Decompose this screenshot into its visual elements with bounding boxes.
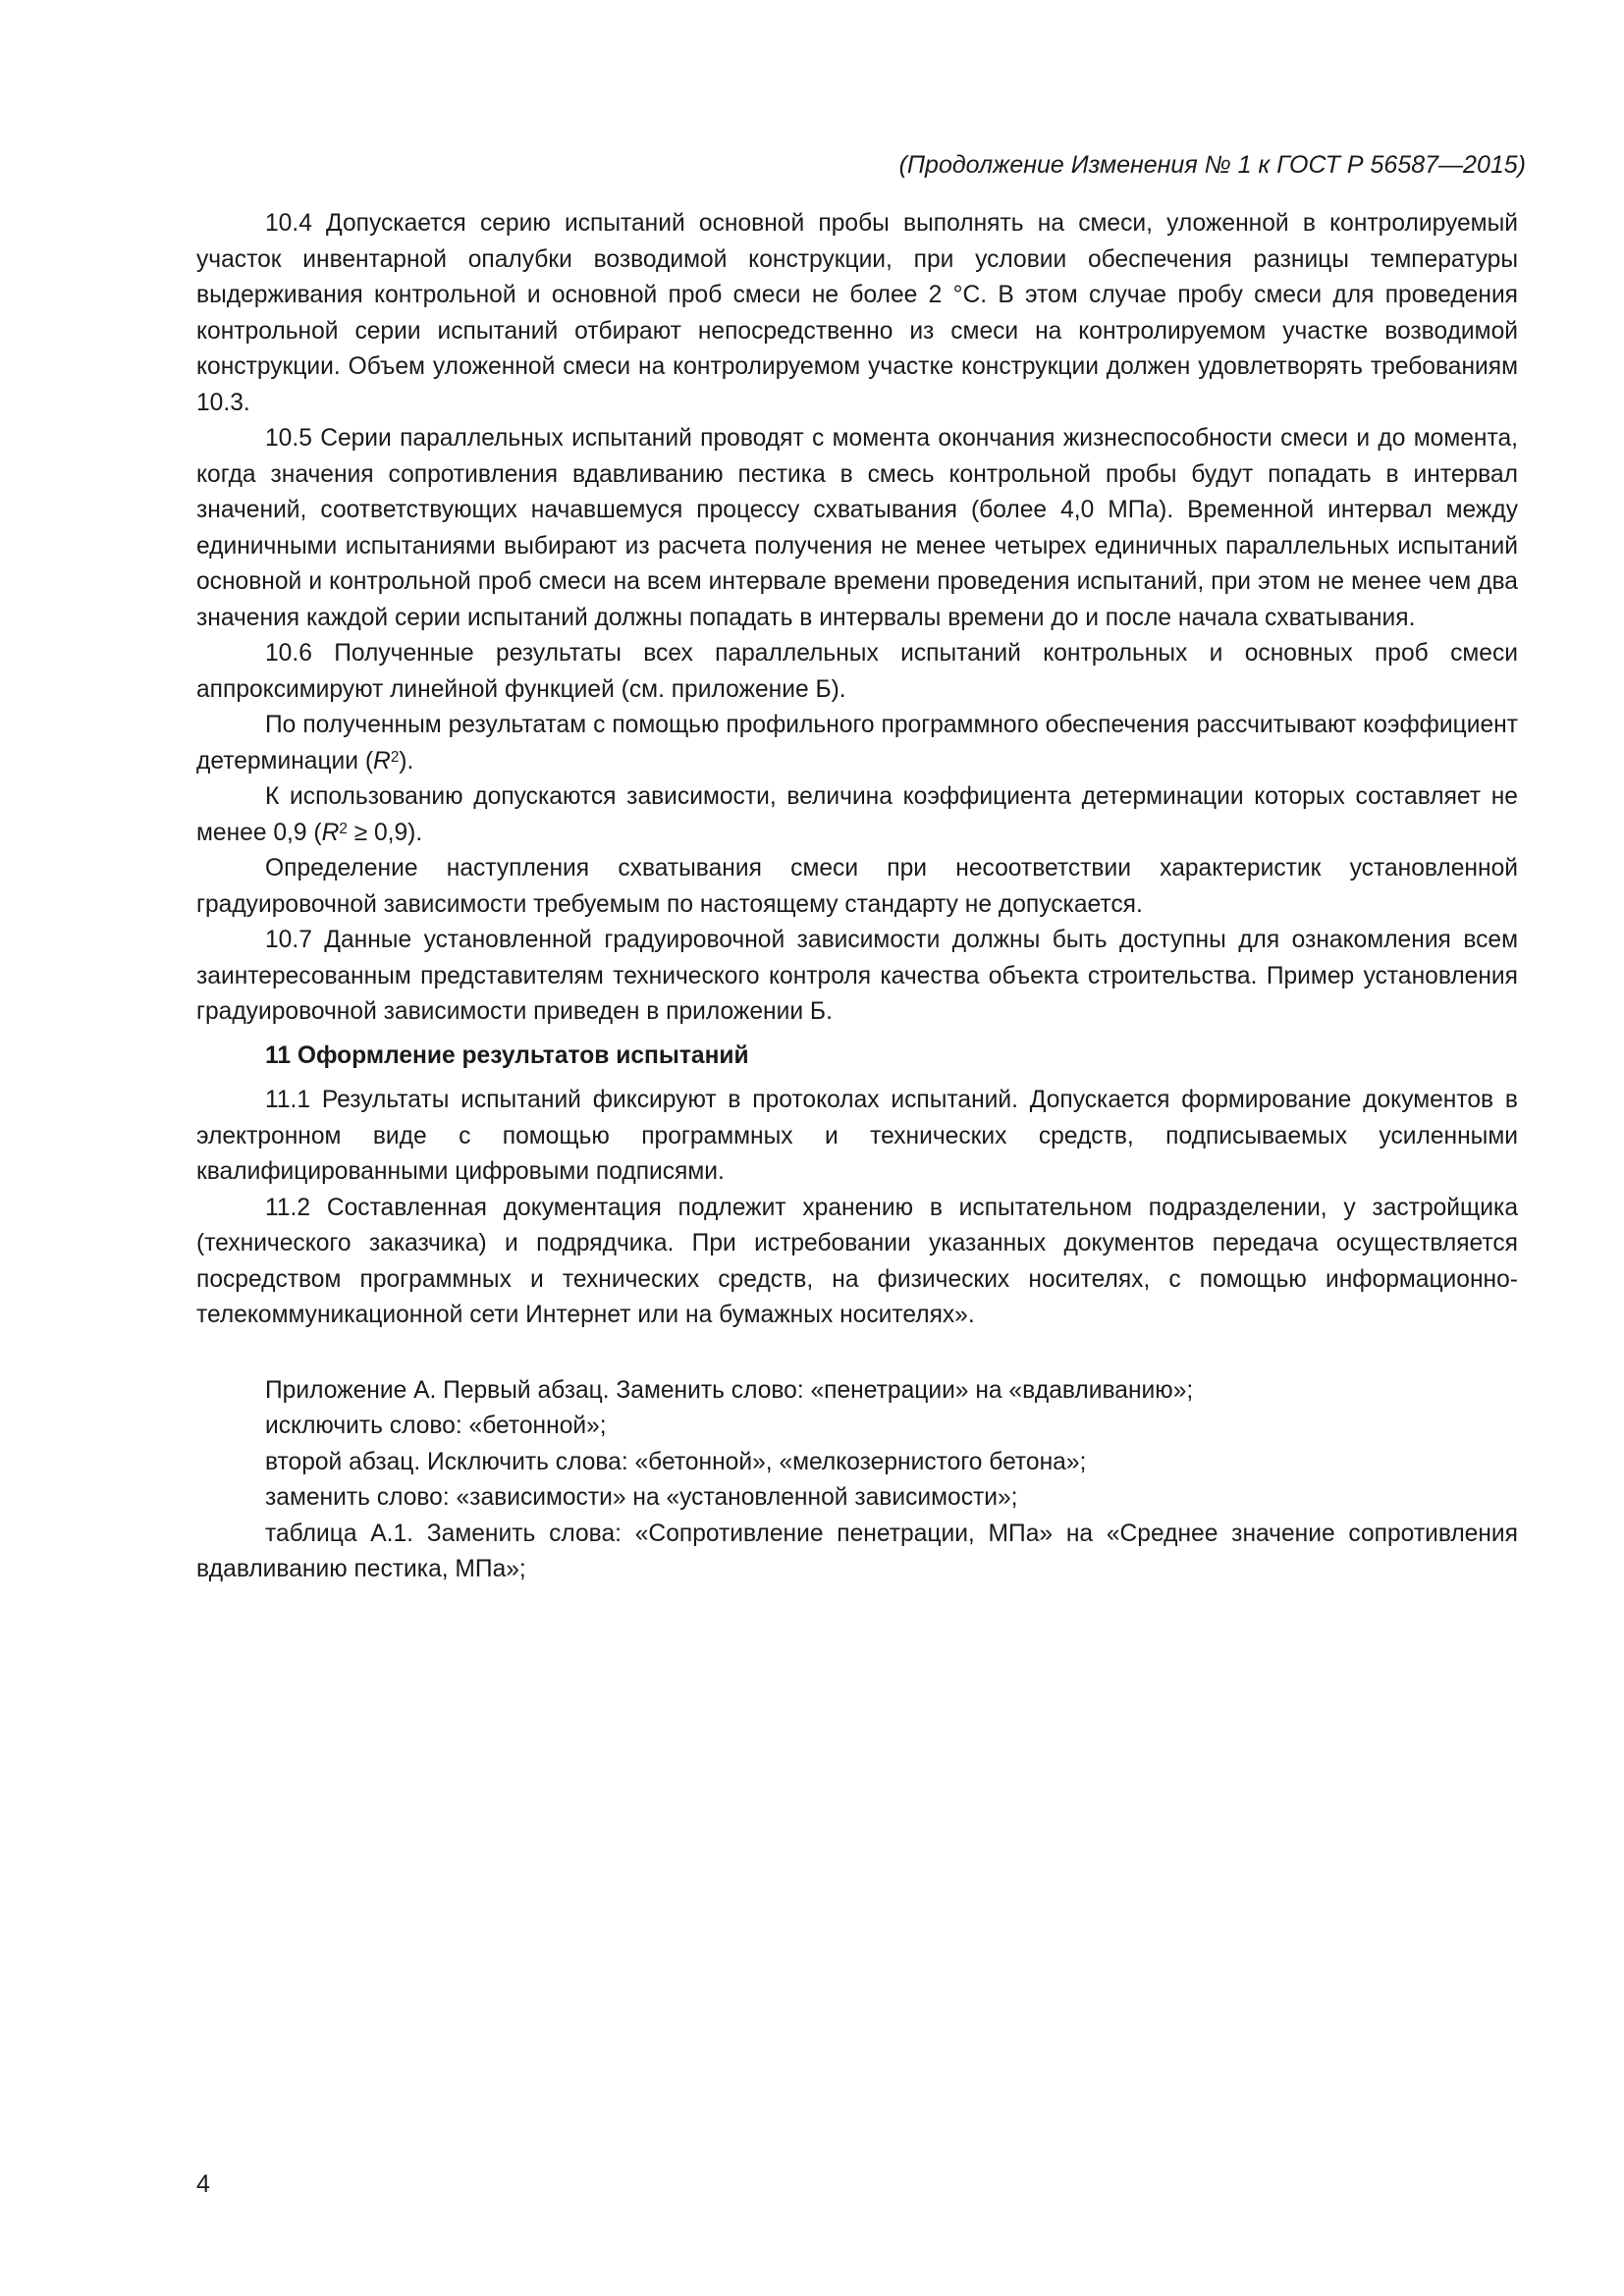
allowed-superscript: 2 [339, 820, 348, 837]
determination-superscript: 2 [390, 748, 400, 766]
paragraph-determination-coefficient [196, 708, 1518, 779]
appendix-a-line-1: Приложение А. Первый абзац. Заменить слово: «пенетрации» на «вдавливанию»; [265, 1376, 1194, 1404]
page-number: 4 [196, 2170, 210, 2198]
paragraph-allowed-dependencies [196, 779, 1518, 851]
determination-text-after: ). [399, 747, 414, 774]
paragraph-10-5: 10.5 Серии параллельных испытаний проводят с момента окончания жизнеспособности смеси и до момента, когда значения сопротивления вдавливанию пестика в смесь контрольной пробы будут попадать в интервал значений, соответствующих начавшемуся процессу схватывания (более 4,0 МПа). Временной интервал между единичными испытаниями выбирают из расчета получения не менее четырех единичных параллельных испытаний основной и контрольной проб смеси на всем интервале времени проведения испытаний, при этом не менее чем два значения каждой серии испытаний должны попадать в интервалы времени до и после начала схватывания. [196, 425, 1518, 631]
paragraph-10-7: 10.7 Данные установленной градуировочной зависимости должны быть доступны для ознакомления всем заинтересованным представителям технического контроля качества объекта строительства. Пример установления градуировочной зависимости приведен в приложении Б. [196, 927, 1518, 1025]
appendix-a-line-3: второй абзац. Исключить слова: «бетонной», «мелкозернистого бетона»; [265, 1448, 1087, 1475]
determination-symbol: R [373, 747, 391, 774]
determination-text-before: По полученным результатам с помощью профильного программного обеспечения рассчитывают коэффициент детерминации ( [196, 712, 1518, 774]
paragraph-not-allowed: Определение наступления схватывания смеси при несоответствии характеристик установленной градуировочной зависимости требуемым по настоящему стандарту не допускается. [196, 855, 1518, 918]
paragraph-10-4: 10.4 Допускается серию испытаний основной пробы выполнять на смеси, уложенной в контролируемый участок инвентарной опалубки возводимой конструкции, при условии обеспечения разницы температуры выдерживания контрольной и основной проб смеси не более 2 °С. В этом случае пробу смеси для проведения контрольной серии испытаний отбирают непосредственно из смеси на контролируемом участке возводимой конструкции. Объем уложенной смеси на контролируемом участке конструкции должен удовлетворять требованиям 10.3. [196, 210, 1518, 416]
paragraph-10-6: 10.6 Полученные результаты всех параллельных испытаний контрольных и основных проб смеси аппроксимируют линейной функцией (см. приложение Б). [196, 640, 1518, 703]
document-body [196, 206, 1518, 1588]
paragraph-11-1: 11.1 Результаты испытаний фиксируют в протоколах испытаний. Допускается формирование документов в электронном виде с помощью программных и технических средств, подписываемых усиленными квалифицированными цифровыми подписями. [196, 1087, 1518, 1185]
paragraph-11-2: 11.2 Составленная документация подлежит хранению в испытательном подразделении, у застройщика (технического заказчика) и подрядчика. При истребовании указанных документов передача осуществляется посредством программных и технических средств, на физических носителях, с помощью информационно-телекоммуникационной сети Интернет или на бумажных носителях». [196, 1194, 1518, 1328]
allowed-text-before: К использованию допускаются зависимости, величина коэффициента детерминации которых составляет не менее 0,9 ( [196, 783, 1518, 846]
running-header: (Продолжение Изменения № 1 к ГОСТ Р 56587—2015) [898, 151, 1526, 179]
section-11-heading: 11 Оформление результатов испытаний [265, 1041, 749, 1069]
allowed-symbol: R [321, 819, 340, 846]
appendix-a-line-4: заменить слово: «зависимости» на «установленной зависимости»; [265, 1484, 1018, 1511]
appendix-a-line-2: исключить слово: «бетонной»; [265, 1413, 607, 1439]
appendix-a-line-5: таблица А.1. Заменить слова: «Сопротивление пенетрации, МПа» на «Среднее значение сопротивления вдавливанию пестика, МПа»; [196, 1520, 1518, 1582]
allowed-text-after: ≥ 0,9). [347, 819, 423, 846]
paragraph-gap [196, 1334, 1518, 1373]
